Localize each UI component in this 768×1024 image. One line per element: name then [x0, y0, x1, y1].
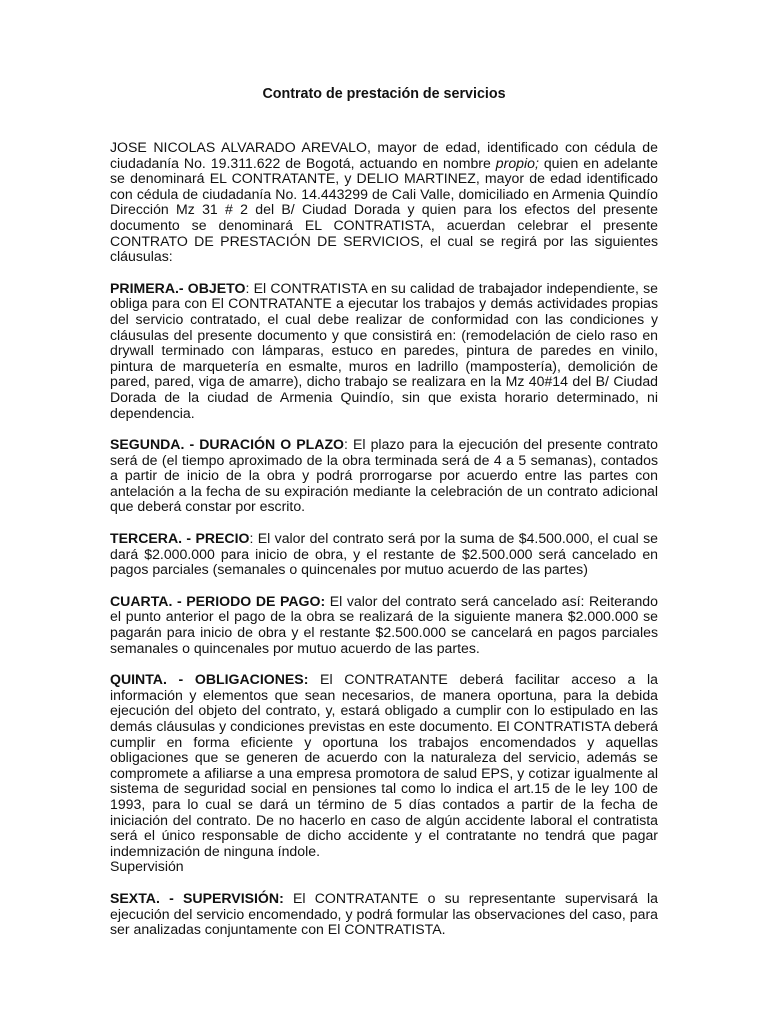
- intro-italic-text: propio;: [495, 154, 539, 171]
- clause-heading: SEXTA. - SUPERVISIÓN:: [110, 889, 284, 906]
- clause-text: El valor del contrato será cancelado así: Reiterando el punto anterior el pago de la obra se realizará de la siguiente manera $2.000.000 se pagarán para inicio de obra y el restante $2.500.000 se cancelará en pagos parciales semanales o quincenales por mutuo acuerdo de las partes.: [110, 592, 658, 656]
- document-title: Contrato de prestación de servicios: [262, 86, 506, 102]
- clause-heading: SEGUNDA. - DURACIÓN O PLAZO: [110, 436, 345, 453]
- clause-heading: PRIMERA.- OBJETO: [110, 279, 246, 296]
- intro-text-part1: JOSE NICOLAS ALVARADO AREVALO, mayor de edad, identificado con cédula de ciudadanía No. 19.311.622 de Bogotá, actuando en nombre: [110, 139, 658, 171]
- clause-heading: QUINTA. - OBLIGACIONES:: [110, 671, 309, 688]
- clause-heading: CUARTA. - PERIODO DE PAGO:: [110, 592, 326, 609]
- clause-cuarta: [110, 594, 658, 656]
- clause-segunda: [110, 437, 658, 515]
- clause-quinta: [110, 672, 658, 859]
- clause-heading: TERCERA. - PRECIO: [110, 530, 250, 547]
- clause-primera: [110, 281, 658, 421]
- supervision-note: Supervisión: [110, 858, 184, 875]
- clause-text: : El CONTRATISTA en su calidad de trabajador independiente, se obliga para con El CONTRATANTE a ejecutar los trabajos y demás actividades propias del servicio contratado, el cual debe realizar de conformidad con las condiciones y cláusulas del presente documento y que consistirá en: (remodelación de cielo raso en drywall terminado con lámparas, estuco en paredes, pintura de paredes en vinilo, pintura de marquetería en esmalte, muros en ladrillo (mampostería), demolición de pared, pared, viga de amarre), dicho trabajo se realizara en la Mz 40#14 del B/ Ciudad Dorada de la ciudad de Armenia Quindío, sin que exista horario determinado, ni dependencia.: [110, 279, 659, 421]
- clause-tercera: [110, 531, 658, 578]
- clause-sexta: [110, 891, 658, 938]
- intro-paragraph: [110, 140, 658, 265]
- clause-text: El CONTRATANTE o su representante supervisará la ejecución del servicio encomendado, y podrá formular las observaciones del caso, para ser analizadas conjuntamente con El CONTRATISTA.: [110, 889, 658, 938]
- clause-text: : El plazo para la ejecución del presente contrato será de (el tiempo aproximado de la obra terminada será de 4 a 5 semanas), contados a partir de inicio de la obra y podrá prorrogarse por acuerdo entre las partes con antelación a la fecha de su expiración mediante la celebración de un contrato adicional que deberá constar por escrito.: [110, 436, 658, 515]
- clause-text: : El valor del contrato será por la suma de $4.500.000, el cual se dará $2.000.000 para inicio de obra, y el restante de $2.500.000 será cancelado en pagos parciales (semanales o quincenales por mutuo acuerdo de las partes): [110, 530, 658, 578]
- intro-text-part2: quien en adelante se denominará EL CONTRATANTE, y DELIO MARTINEZ, mayor de edad identificado con cédula de ciudadanía No. 14.443299 de Cali Valle, domiciliado en Armenia Quindío Dirección Mz 31 # 2 del B/ Ciudad Dorada y quien para los efectos del presente documento se denominará EL CONTRATISTA, acuerdan celebrar el presente CONTRATO DE PRESTACIÓN DE SERVICIOS, el cual se regirá por las siguientes cláusulas:: [110, 154, 658, 265]
- contract-page: [110, 84, 658, 938]
- clause-text: El CONTRATANTE deberá facilitar acceso a la información y elementos que sean necesarios, de manera oportuna, para la debida ejecución del objeto del contrato, y, estará obligado a cumplir con lo estipulado en las demás cláusulas y condiciones previstas en este documento. El CONTRATISTA deberá cumplir en forma eficiente y oportuna los trabajos encomendados y aquellas obligaciones que se generen de acuerdo con la naturaleza del servicio, además se compromete a afiliarse a una empresa promotora de salud EPS, y cotizar igualmente al sistema de seguridad social en pensiones tal como lo indica el art.15 de le ley 100 de 1993, para lo cual se dará un término de 5 días contados a partir de la fecha de iniciación del contrato. De no hacerlo en caso de algún accidente laboral el contratista será el único responsable de dicho accidente y el contratante no tendrá que pagar indemnización de ninguna índole.: [110, 671, 659, 859]
